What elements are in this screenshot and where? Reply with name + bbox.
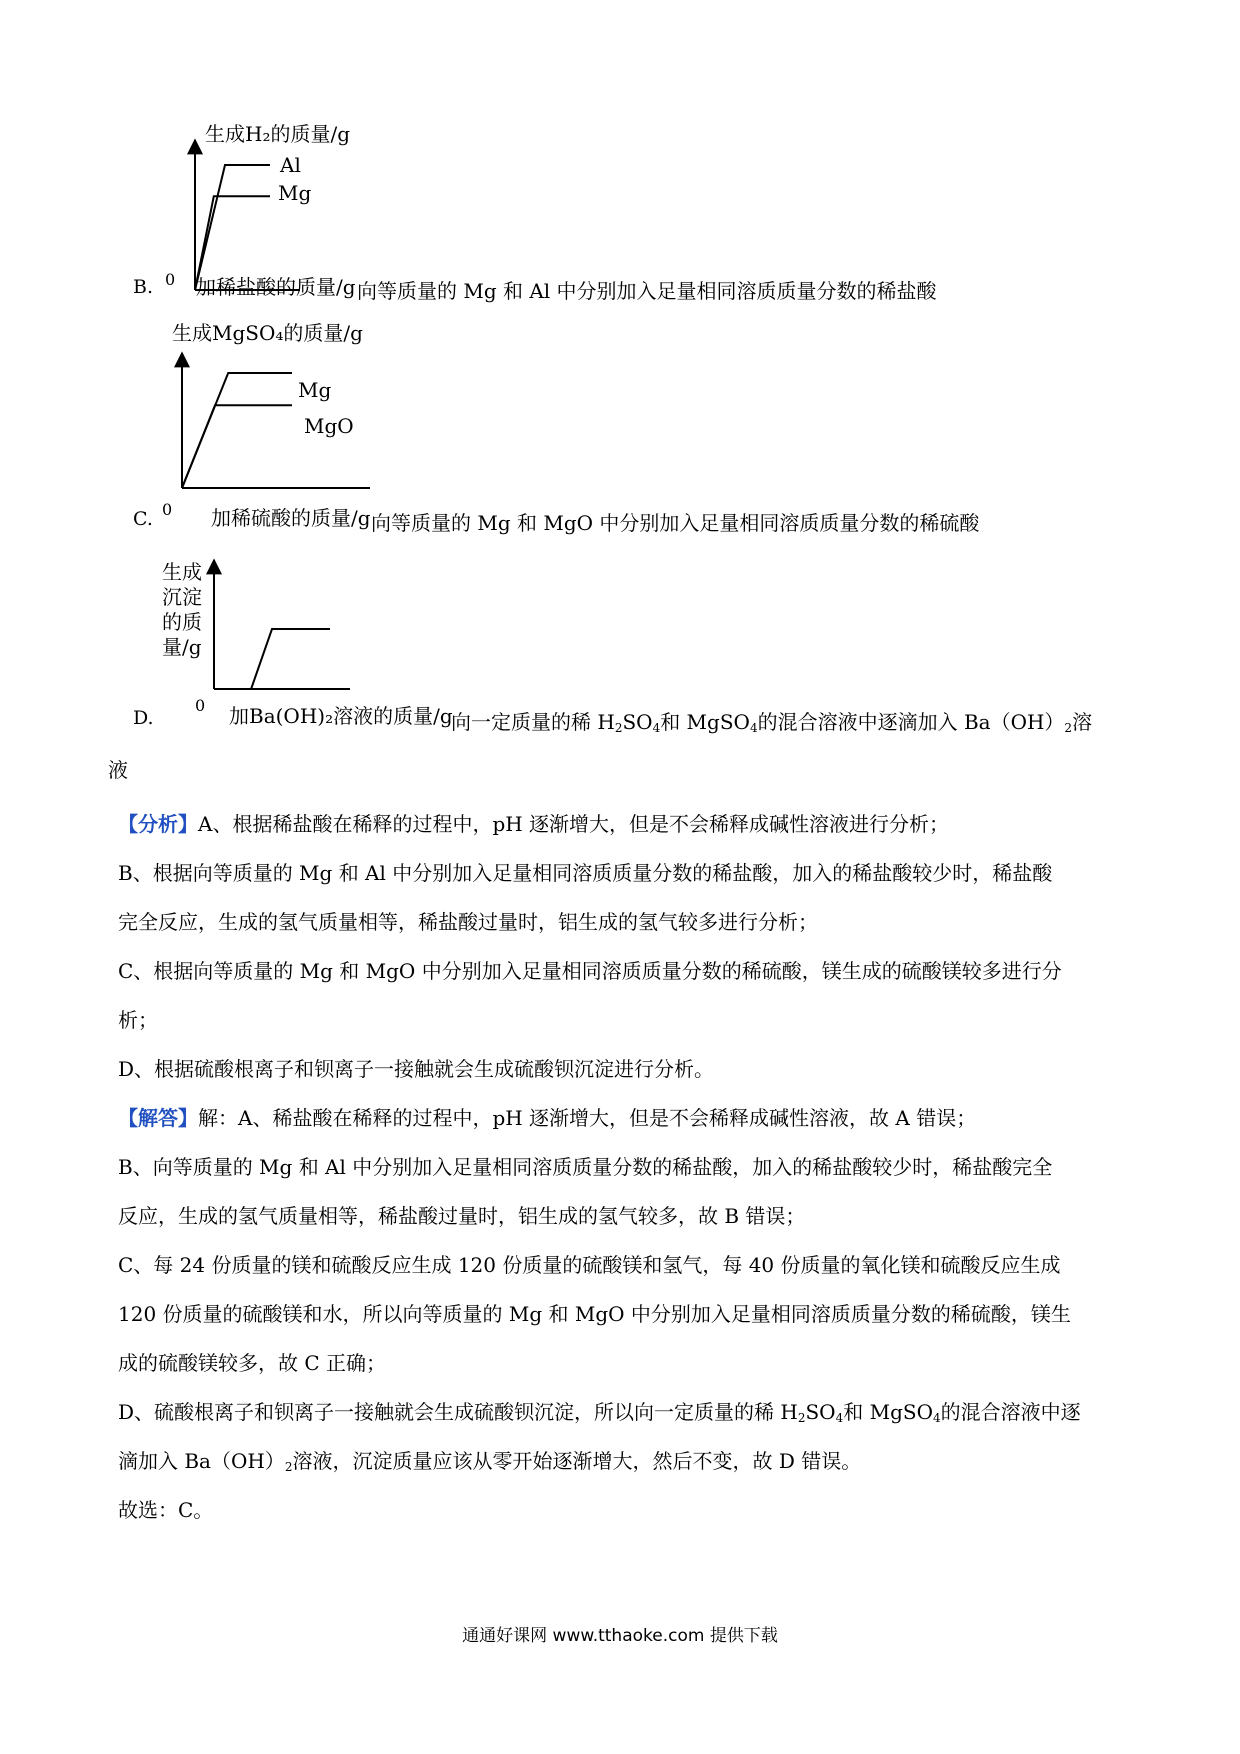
subscript: 4 [749, 721, 758, 735]
y-label-line: 的质 [162, 610, 202, 634]
series-line-0 [214, 629, 330, 689]
y-label-line: 生成 [162, 560, 202, 584]
option-d-caption-wrap: 液 [108, 758, 128, 782]
y-label-line: 量/g [162, 635, 202, 659]
origin-label: 0 [165, 270, 176, 289]
series-label-mg: Mg [298, 378, 332, 402]
option-b-x-label: 加稀盐酸的质量/g [196, 275, 356, 299]
option-d-x-label: 加Ba(OH)₂溶液的质量/g [229, 704, 453, 728]
answer-line: 滴加入 $Ba(OH)_2$溶液，沉淀质量应该从零开始逐渐增大，然后不变，故 D 错误。 [118, 1449, 862, 1474]
answer-line: 成的硫酸镁较多，故 C 正确； [118, 1351, 387, 1375]
series-label-mgo: MgO [304, 414, 354, 438]
option-d-letter: D. [133, 707, 154, 729]
caption-part: 的混合溶液中逐滴加入 Ba（OH） [757, 710, 1065, 734]
series-line-mg [182, 373, 292, 488]
analysis-section [118, 800, 1138, 1094]
analysis-line: 完全反应，生成的氢气质量相等，稀盐酸过量时，铝生成的氢气较多进行分析； [118, 910, 818, 934]
answer-section [118, 1094, 1138, 1535]
option-c-caption: 向等质量的 Mg 和 MgO 中分别加入足量相同溶质质量分数的稀硫酸 [371, 511, 980, 535]
series-label-mg: Mg [278, 181, 312, 205]
y-axis-label: 生成MgSO₄的质量/g [172, 321, 363, 345]
y-axis-label: 生成H₂的质量/g [205, 122, 350, 146]
caption-part: 溶 [1072, 710, 1093, 734]
caption-part: 2 [1064, 721, 1073, 735]
analysis-line: B、根据向等质量的 Mg 和 Al 中分别加入足量相同溶质质量分数的稀盐酸，加入的稀盐酸较少时，稀盐酸 [118, 861, 1053, 885]
series-line-mgo [182, 405, 292, 488]
origin-label: 0 [162, 500, 173, 519]
origin-label: 0 [195, 696, 206, 715]
answer-line: 120 份质量的硫酸镁和水，所以向等质量的 Mg 和 MgO 中分别加入足量相同溶质质量分数的稀硫酸，镁生 [118, 1302, 1071, 1326]
caption-part: SO [622, 710, 653, 734]
option-c-letter: C. [133, 508, 153, 530]
option-c-x-label: 加稀硫酸的质量/g [211, 506, 371, 530]
answer-line: 反应，生成的氢气质量相等，稀盐酸过量时，铝生成的氢气较多，故 B 错误； [118, 1204, 806, 1228]
answer-line: 【解答】解：A、稀盐酸在稀释的过程中，pH 逐渐增大，但是不会稀释成碱性溶液，故 A 错误； [118, 1106, 977, 1130]
option-d-caption [451, 706, 1092, 735]
analysis-tag: 【分析】 [118, 812, 198, 836]
subscript: 4 [652, 721, 661, 735]
subscript: 2 [614, 721, 623, 735]
option-b-letter: B. [133, 276, 154, 298]
analysis-line: C、根据向等质量的 Mg 和 MgO 中分别加入足量相同溶质质量分数的稀硫酸，镁生成的硫酸镁较多进行分 [118, 959, 1062, 983]
answer-line: D、硫酸根离子和钡离子一接触就会生成硫酸钡沉淀，所以向一定质量的稀 $H_2SO_4$和 MgSO$_4$的混合溶液中逐 [118, 1400, 1081, 1425]
series-label-al: Al [280, 153, 301, 177]
graph-d [190, 555, 390, 715]
analysis-line: D、根据硫酸根离子和钡离子一接触就会生成硫酸钡沉淀进行分析。 [118, 1057, 715, 1081]
page-footer: 通通好课网 www.tthaoke.com 提供下载 [462, 1626, 778, 1646]
caption-part: 和 MgSO [660, 710, 750, 734]
y-label-line: 沉淀 [162, 585, 202, 609]
answer-line: C、每 24 份质量的镁和硫酸反应生成 120 份质量的硫酸镁和氢气，每 40 份质量的氧化镁和硫酸反应生成 [118, 1253, 1061, 1277]
analysis-line: 【分析】A、根据稀盐酸在稀释的过程中，pH 逐渐增大，但是不会稀释成碱性溶液进行分析； [118, 812, 950, 836]
answer-line: B、向等质量的 Mg 和 Al 中分别加入足量相同溶质质量分数的稀盐酸，加入的稀盐酸较少时，稀盐酸完全 [118, 1155, 1053, 1179]
caption-part: 向一定质量的稀 H [451, 710, 615, 734]
answer-tag: 【解答】 [118, 1106, 198, 1130]
answer-final: 故选：C。 [118, 1498, 214, 1522]
option-b-caption: 向等质量的 Mg 和 Al 中分别加入足量相同溶质质量分数的稀盐酸 [357, 279, 937, 303]
analysis-line: 析； [118, 1008, 158, 1032]
